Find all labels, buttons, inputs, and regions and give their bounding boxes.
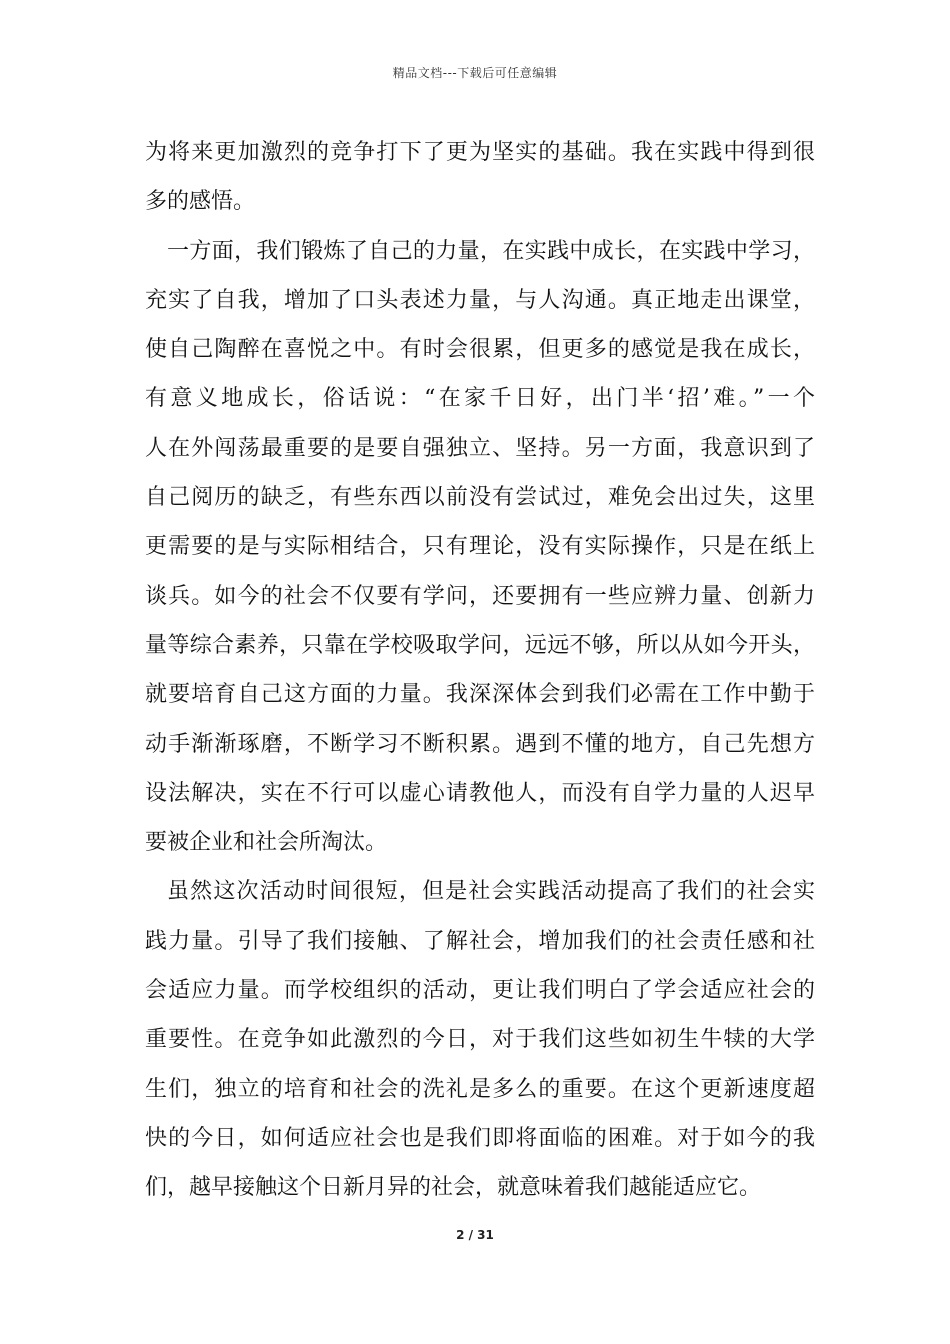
paragraph-2-line-8: 谈兵。如今的社会不仅要有学问，还要拥有一些应辨力量、创新力: [145, 583, 815, 609]
paragraph-2-line-1: 一方面，我们锻炼了自己的力量，在实践中成长，在实践中学习，: [167, 238, 815, 264]
paragraph-2-line-7: 更需要的是与实际相结合，只有理论，没有实际操作，只是在纸上: [145, 534, 815, 560]
paragraph-2-line-4: 有意义地成长，俗话说：“在家千日好，出门半‘招’难。”一个: [145, 386, 815, 412]
paragraph-3-line-7: 们，越早接触这个日新月异的社会，就意味着我们越能适应它。: [145, 1175, 762, 1201]
paragraph-3-line-3: 会适应力量。而学校组织的活动，更让我们明白了学会适应社会的: [145, 978, 815, 1004]
paragraph-2-line-3: 使自己陶醉在喜悦之中。有时会很累，但更多的感觉是我在成长，: [145, 337, 815, 363]
paragraph-2-line-12: 设法解决，实在不行可以虚心请教他人，而没有自学力量的人迟早: [145, 780, 815, 806]
paragraph-2-line-10: 就要培育自己这方面的力量。我深深体会到我们必需在工作中勤于: [145, 682, 815, 708]
paragraph-2-line-6: 自己阅历的缺乏，有些东西以前没有尝试过，难免会出过失，这里: [145, 485, 815, 511]
paragraph-1-line-2: 多的感悟。: [145, 189, 256, 215]
paragraph-3-line-5: 生们，独立的培育和社会的洗礼是多么的重要。在这个更新速度超: [145, 1076, 815, 1102]
page-number: 2 / 31: [456, 1228, 494, 1242]
paragraph-3-line-4: 重要性。在竞争如此激烈的今日，对于我们这些如初生牛犊的大学: [145, 1027, 815, 1053]
paragraph-2-line-9: 量等综合素养，只靠在学校吸取学问，远远不够，所以从如今开头，: [145, 632, 815, 658]
paragraph-3-line-1: 虽然这次活动时间很短，但是社会实践活动提高了我们的社会实: [167, 879, 815, 905]
document-body: [145, 128, 815, 1213]
paragraph-1-line-1: 为将来更加激烈的竞争打下了更为坚实的基础。我在实践中得到很: [145, 140, 815, 165]
paragraph-3-line-6: 快的今日，如何适应社会也是我们即将面临的困难。对于如今的我: [145, 1125, 815, 1151]
page-header: 精品文档---下载后可任意编辑: [392, 66, 558, 80]
paragraph-2-line-5: 人在外闯荡最重要的是要自强独立、坚持。另一方面，我意识到了: [145, 435, 815, 461]
paragraph-3-line-2: 践力量。引导了我们接触、了解社会，增加我们的社会责任感和社: [145, 928, 815, 954]
paragraph-2-line-11: 动手渐渐琢磨，不断学习不断积累。遇到不懂的地方，自己先想方: [145, 731, 815, 757]
paragraph-2-line-2: 充实了自我，增加了口头表述力量，与人沟通。真正地走出课堂，: [145, 287, 815, 313]
paragraph-2-line-13: 要被企业和社会所淘汰。: [145, 830, 388, 856]
